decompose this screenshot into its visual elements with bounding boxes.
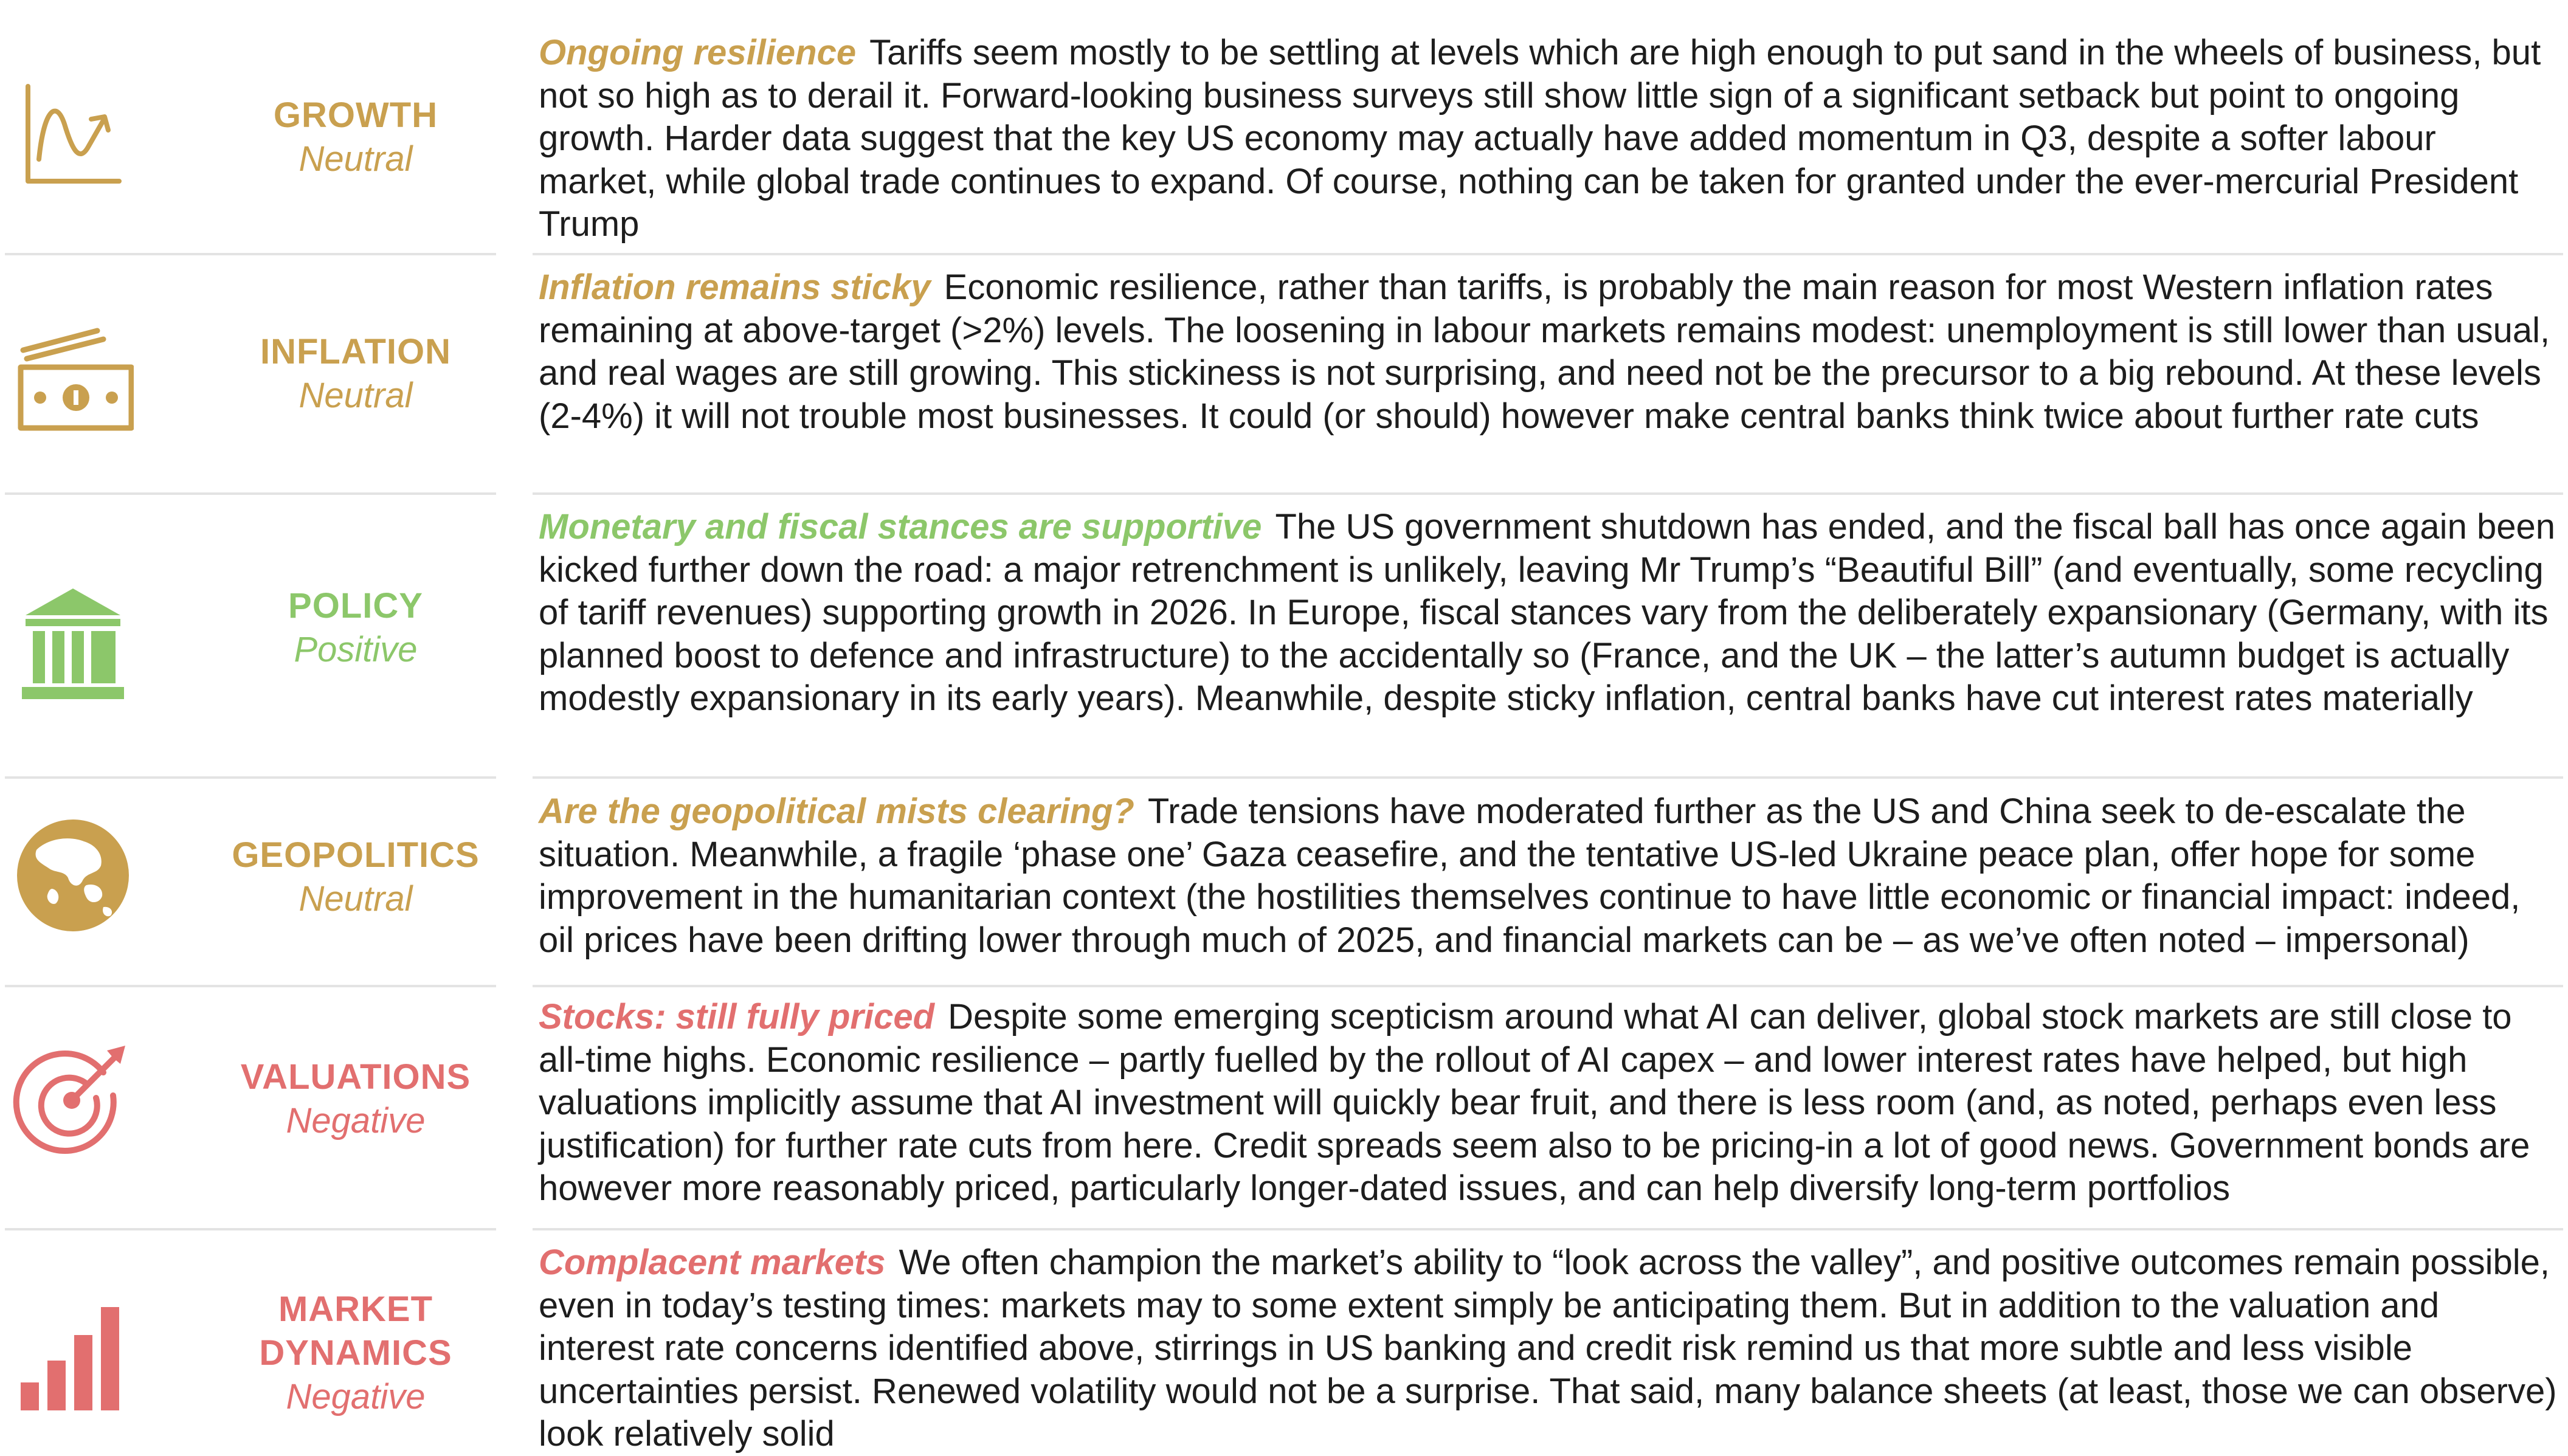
commentary-paragraph: [539, 790, 2563, 962]
divider: [533, 492, 2563, 495]
commentary-heading: Monetary and fiscal stances are supportive: [539, 507, 1262, 547]
bar-chart-icon: [12, 1294, 134, 1415]
commentary-paragraph: [539, 266, 2563, 438]
stance-label: Neutral: [299, 139, 413, 179]
category-name: POLICY: [288, 586, 423, 626]
divider: [533, 776, 2563, 779]
commentary-body: Tariffs seem mostly to be settling at levels which are high enough to put sand in the wheels of business, but not so high as to derail it. Forward-looking business surveys still show little sign of a significant setback but point to ongoing growth. Harder data suggest that the key US economy may actually have added momentum in Q3, despite a softer labour market, while global trade continues to expand. Of course, nothing can be taken for granted under the ever-mercurial President Trump: [539, 33, 2541, 244]
divider: [5, 492, 496, 495]
commentary-heading: Stocks: still fully priced: [539, 997, 935, 1037]
divider: [5, 253, 496, 255]
category-label: [201, 833, 511, 921]
divider: [5, 985, 496, 987]
divider: [5, 1228, 496, 1230]
divider: [533, 1228, 2563, 1230]
commentary-body: Despite some emerging scepticism around what AI can deliver, global stock markets are still close to all-time highs. Economic resilience – partly fuelled by the rollout of AI capex – and lower interest rates have helped, but high valuations implicitly assume that AI investment will quickly bear fruit, and there is less room (and, as noted, perhaps even less justification) for further rate cuts from here. Credit spreads seem also to be pricing-in a lot of good news. Government bonds are however more reasonably priced, particularly longer-dated issues, and can help diversify long-term portfolios: [539, 997, 2530, 1208]
category-name: VALUATIONS: [240, 1057, 471, 1097]
category-name: INFLATION: [260, 332, 451, 371]
category-name: GEOPOLITICS: [232, 835, 480, 875]
commentary-paragraph: [539, 996, 2563, 1210]
stance-label: Positive: [294, 630, 418, 669]
commentary-heading: Ongoing resilience: [539, 33, 857, 72]
commentary-heading: Inflation remains sticky: [539, 267, 931, 307]
category-label: [201, 584, 511, 672]
stance-label: Negative: [286, 1377, 426, 1416]
divider: [533, 985, 2563, 987]
commentary-body: The US government shutdown has ended, and the fiscal ball has once again been kicked further down the road: a major retrenchment is unlikely, leaving Mr Trump’s “Beautiful Bill” (and eventually, some recycling of tariff revenues) supporting growth in 2026. In Europe, fiscal stances vary from the deliberately expansionary (Germany, with its planned boost to defence and infrastructure) to the accidentally so (France, and the UK – the latter’s autumn budget is actually modestly expansionary in its early years). Meanwhile, despite sticky inflation, central banks have cut interest rates materially: [539, 507, 2555, 718]
commentary-heading: Complacent markets: [539, 1243, 886, 1282]
banknotes-icon: [12, 316, 134, 438]
globe-icon: [12, 815, 134, 936]
commentary-body: We often champion the market’s ability to “look across the valley”, and positive outcomes remain possible, even in today’s testing times: markets may to some extent simply be anticipating them. But in addition to the valuation and interest rate concerns identified above, stirrings in US banking and credit risk remind us that more subtle and less visible uncertainties persist. Renewed volatility would not be a surprise. That said, many balance sheets (at least, those we can observe) look relatively solid: [539, 1243, 2557, 1454]
category-label: [201, 94, 511, 181]
category-name-line-1: MARKET: [278, 1289, 433, 1329]
category-label: [201, 1055, 511, 1143]
commentary-heading: Are the geopolitical mists clearing?: [539, 792, 1134, 831]
stance-label: Neutral: [299, 376, 413, 415]
category-label: [201, 330, 511, 418]
stance-label: Negative: [286, 1101, 426, 1140]
divider: [5, 776, 496, 779]
stance-label: Neutral: [299, 879, 413, 919]
bank-building-icon: [12, 584, 134, 705]
commentary-paragraph: [539, 32, 2563, 246]
category-name: GROWTH: [273, 95, 438, 135]
category-name-line-2: DYNAMICS: [259, 1333, 452, 1373]
category-label: [201, 1288, 511, 1419]
divider: [533, 253, 2563, 255]
commentary-paragraph: [539, 506, 2563, 720]
target-icon: [12, 1037, 134, 1159]
line-chart-icon: [12, 74, 134, 196]
commentary-body: Economic resilience, rather than tariffs, is probably the main reason for most Western inflation rates remaining at above-target (>2%) levels. The loosening in labour markets remains modest: unemployment is still lower than usual, and real wages are still growing. This stickiness is not surprising, and need not be the precursor to a big rebound. At these levels (2-4%) it will not trouble most businesses. It could (or should) however make central banks think twice about further rate cuts: [539, 267, 2550, 436]
commentary-body: Trade tensions have moderated further as the US and China seek to de-escalate the situation. Meanwhile, a fragile ‘phase one’ Gaza ceasefire, and the tentative US-led Ukraine peace plan, offer hope for some improvement in the humanitarian context (the hostilities themselves continue to have little economic or financial impact: indeed, oil prices have been drifting lower through much of 2025, and financial markets can be – as we’ve often noted – impersonal): [539, 792, 2521, 960]
commentary-paragraph: [539, 1241, 2563, 1456]
